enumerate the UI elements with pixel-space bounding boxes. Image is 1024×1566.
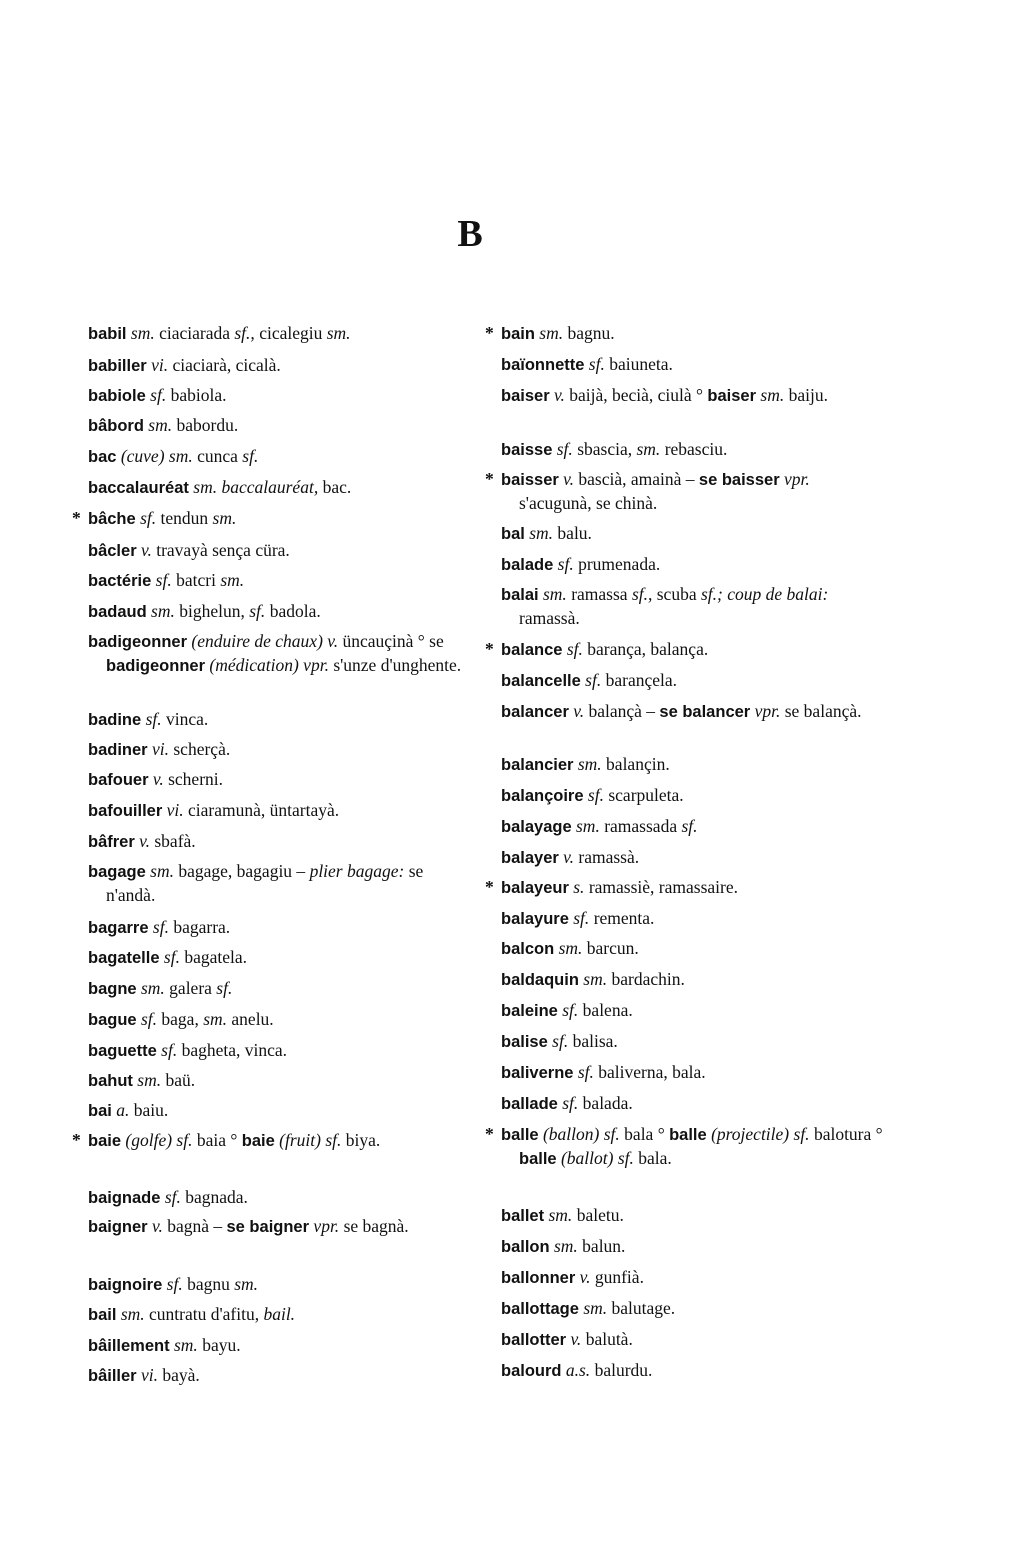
headword: bâillement (88, 1337, 170, 1355)
translation-text: scherçà. (169, 739, 231, 759)
headword: balancier (501, 756, 574, 774)
headword: baïonnette (501, 356, 585, 374)
headword: ballade (501, 1095, 558, 1113)
grammar-label: sm. (151, 601, 175, 621)
translation-text: balun. (577, 1236, 626, 1256)
headword: balade (501, 556, 554, 574)
dictionary-entry (501, 583, 886, 630)
translation-text: travayà sença cüra. (151, 540, 290, 560)
grammar-label: (ballot) sf. (560, 1148, 634, 1168)
translation-text: scherni. (163, 769, 224, 789)
dictionary-entry (88, 630, 473, 678)
headword: balançoire (501, 787, 584, 805)
grammar-label: vpr. (313, 1216, 340, 1236)
headword: balle (519, 1150, 557, 1168)
dictionary-entry (501, 384, 886, 408)
grammar-label: sf. (585, 670, 602, 690)
grammar-label: sf. (145, 709, 162, 729)
dictionary-entry (485, 468, 886, 515)
dictionary-entry (72, 507, 473, 531)
translation-text: ramassiè, ramassaire. (584, 877, 738, 897)
translation-text: cunca (192, 446, 243, 466)
translation-text: baü. (161, 1070, 196, 1090)
grammar-label: sf. (557, 554, 574, 574)
grammar-label: vi. (151, 739, 169, 759)
dictionary-entry (501, 1204, 886, 1228)
grammar-label: sm. (548, 1205, 573, 1225)
translation-text: ramassà. (519, 608, 580, 628)
translation-text: ciaciarà, cicalà. (168, 355, 281, 375)
headword: bâche (88, 510, 136, 528)
headword: se baisser (698, 471, 780, 489)
grammar-label: v. (563, 469, 575, 489)
headword: ballon (501, 1238, 550, 1256)
headword: baccalauréat (88, 479, 189, 497)
headword: ballottage (501, 1300, 579, 1318)
grammar-label: vpr. (754, 701, 781, 721)
grammar-label: bail. (263, 1304, 296, 1324)
headword: balayer (501, 849, 559, 867)
translation-text: prumenada. (573, 554, 661, 574)
headword: baigner (88, 1218, 148, 1236)
dictionary-entry (501, 438, 886, 462)
asterisk-marker: * (72, 508, 81, 528)
headword: balcon (501, 940, 555, 958)
asterisk-marker: * (485, 1124, 494, 1144)
dictionary-entry (501, 1092, 886, 1116)
dictionary-entry (501, 937, 886, 961)
dictionary-entry (501, 353, 886, 377)
grammar-label: sf. (140, 508, 157, 528)
grammar-label: sf. (140, 1009, 158, 1029)
headword: baiser (707, 387, 757, 405)
translation-text: balena. (578, 1000, 633, 1020)
grammar-label: vi. (140, 1365, 158, 1385)
translation-text: bala ° (619, 1124, 670, 1144)
page-letter-heading: B (457, 213, 483, 255)
headword: bactérie (88, 572, 152, 590)
grammar-label: (médication) vpr. (209, 655, 329, 675)
grammar-label: vpr. (784, 469, 810, 489)
translation-text: balançà – (584, 701, 660, 721)
grammar-label: v. (554, 385, 565, 405)
translation-text: balançin. (601, 754, 670, 774)
grammar-label: v. (152, 769, 164, 789)
translation-text: ramassa (566, 584, 632, 604)
translation-text: badola. (265, 601, 321, 621)
headword: baignade (88, 1189, 161, 1207)
grammar-label: sf. (166, 1274, 183, 1294)
grammar-label: v. (139, 831, 150, 851)
translation-text: bagnada. (180, 1187, 248, 1207)
dictionary-entry (501, 907, 886, 931)
grammar-label: sm. (539, 323, 564, 343)
grammar-label: v. (573, 701, 585, 721)
grammar-label: sf. (681, 816, 698, 836)
headword: badigeonner (88, 633, 188, 651)
translation-text: balotura ° (809, 1124, 883, 1144)
grammar-label: (golfe) sf. (125, 1130, 193, 1150)
dictionary-entry (501, 815, 886, 839)
translation-text: bayu. (197, 1335, 241, 1355)
grammar-label: sf. (216, 978, 233, 998)
grammar-label: (enduire de chaux) v. (191, 631, 339, 651)
grammar-label: sm. (120, 1304, 145, 1324)
translation-text: batcri (171, 570, 221, 590)
headword: babiole (88, 387, 146, 405)
grammar-label: sm. (220, 570, 245, 590)
headword: balayeur (501, 879, 569, 897)
headword: baguette (88, 1042, 157, 1060)
headword: bâfrer (88, 833, 135, 851)
grammar-label: sm. (553, 1236, 578, 1256)
translation-text: barançela. (601, 670, 678, 690)
headword: se baigner (226, 1218, 310, 1236)
headword: balancelle (501, 672, 581, 690)
translation-text: bagatela. (179, 947, 248, 967)
headword: balise (501, 1033, 548, 1051)
grammar-label: vi. (151, 355, 169, 375)
translation-text: cuntratu d'afitu, (144, 1304, 264, 1324)
grammar-label: sf. (242, 446, 259, 466)
translation-text: baletu. (572, 1205, 624, 1225)
headword: baliverne (501, 1064, 574, 1082)
translation-text: balisa. (568, 1031, 618, 1051)
dictionary-entry (88, 600, 473, 624)
headword: bagatelle (88, 949, 160, 967)
dictionary-entry (88, 476, 473, 500)
grammar-label: v. (579, 1267, 591, 1287)
translation-text: balutage. (607, 1298, 676, 1318)
grammar-label: sm. (234, 1274, 259, 1294)
dictionary-entry (501, 522, 886, 546)
translation-text: sbascia, (572, 439, 637, 459)
grammar-label: sm. (542, 584, 567, 604)
headword: baie (88, 1132, 122, 1150)
grammar-label: sf. (164, 1187, 181, 1207)
grammar-label: sf.; coup de balai: (700, 584, 829, 604)
dictionary-entry (501, 968, 886, 992)
grammar-label: sm. (558, 938, 583, 958)
dictionary-entry (501, 753, 886, 777)
translation-text: barança, balança. (582, 639, 709, 659)
headword: badigeonner (106, 657, 206, 675)
dictionary-entry (485, 638, 886, 662)
translation-text: rebasciu. (660, 439, 728, 459)
headword: baie (241, 1132, 275, 1150)
headword: bahut (88, 1072, 133, 1090)
headword: badaud (88, 603, 147, 621)
grammar-label: sf. (577, 1062, 594, 1082)
grammar-label: sf., (631, 584, 653, 604)
asterisk-marker: * (485, 469, 494, 489)
grammar-label: v. (563, 847, 575, 867)
grammar-label: sm. (148, 415, 173, 435)
grammar-label: sm. (326, 323, 351, 343)
dictionary-entry (88, 977, 473, 1001)
grammar-label: sf. (573, 908, 590, 928)
headword: baignoire (88, 1276, 163, 1294)
grammar-label: sf. (556, 439, 573, 459)
grammar-label: (fruit) sf. (279, 1130, 342, 1150)
dictionary-entry (485, 1123, 886, 1171)
translation-text: bagheta, vinca. (177, 1040, 288, 1060)
dictionary-entry (88, 354, 473, 378)
dictionary-entry (88, 539, 473, 563)
headword: balance (501, 641, 563, 659)
dictionary-entry (88, 768, 473, 792)
dictionary-entry (501, 1359, 886, 1383)
grammar-label: (ballon) sf. (542, 1124, 620, 1144)
translation-text: baliverna, bala. (593, 1062, 706, 1082)
translation-text: baiju. (784, 385, 828, 405)
dictionary-entry (501, 1328, 886, 1352)
grammar-label: sf. (161, 1040, 178, 1060)
dictionary-entry (501, 1235, 886, 1259)
headword: balle (501, 1126, 539, 1144)
translation-text: balu. (553, 523, 592, 543)
headword: badine (88, 711, 142, 729)
translation-text: gunfià. (590, 1267, 644, 1287)
dictionary-entry (88, 414, 473, 438)
grammar-label: sm. (130, 323, 155, 343)
headword: bagarre (88, 919, 149, 937)
translation-text: bagnu. (563, 323, 615, 343)
grammar-label: sf. (155, 570, 172, 590)
grammar-label: sf. (566, 639, 583, 659)
dictionary-entry (88, 322, 473, 346)
headword: baisser (501, 471, 559, 489)
grammar-label: v. (570, 1329, 582, 1349)
grammar-label: sm. (636, 439, 661, 459)
dictionary-entry (88, 946, 473, 970)
translation-text: bagnà – (162, 1216, 227, 1236)
dictionary-entry (88, 916, 473, 940)
headword: ballonner (501, 1269, 576, 1287)
dictionary-entry (501, 669, 886, 693)
dictionary-entry (88, 1008, 473, 1032)
dictionary-entry (485, 322, 886, 346)
grammar-label: sm. baccalauréat, (193, 477, 319, 497)
grammar-label: sm. (583, 1298, 608, 1318)
headword: balle (669, 1126, 707, 1144)
translation-text: rementa. (589, 908, 655, 928)
dictionary-entry (485, 876, 886, 900)
dictionary-entry (88, 1099, 473, 1123)
dictionary-entry (501, 1266, 886, 1290)
translation-text: se n'andà. (106, 861, 424, 905)
headword: balayage (501, 818, 572, 836)
dictionary-entry (88, 1039, 473, 1063)
grammar-label: sf. (249, 601, 266, 621)
asterisk-marker: * (485, 323, 494, 343)
headword: bain (501, 325, 535, 343)
grammar-label: sf. (150, 385, 167, 405)
translation-text: balutà. (581, 1329, 633, 1349)
grammar-label: sf. (152, 917, 169, 937)
translation-text: s'acugunà, se chinà. (519, 493, 658, 513)
translation-text: s'unze d'unghente. (328, 655, 462, 675)
grammar-label: sm. (137, 1070, 162, 1090)
headword: bafouiller (88, 802, 163, 820)
dictionary-entry (501, 999, 886, 1023)
translation-text: vinca. (161, 709, 209, 729)
headword: baldaquin (501, 971, 579, 989)
grammar-label: sm. (576, 816, 600, 836)
translation-text: babordu. (172, 415, 239, 435)
headword: bac (88, 448, 117, 466)
headword: ballotter (501, 1331, 567, 1349)
asterisk-marker: * (485, 877, 494, 897)
grammar-label: sm. (140, 978, 165, 998)
translation-text: scarpuleta. (603, 785, 684, 805)
grammar-label: sm. (173, 1335, 198, 1355)
headword: bâiller (88, 1367, 137, 1385)
translation-text: scuba (652, 584, 701, 604)
headword: balourd (501, 1362, 562, 1380)
translation-text: ramassada (599, 816, 682, 836)
grammar-label: v. (141, 540, 152, 560)
headword: ballet (501, 1207, 545, 1225)
dictionary-entry (88, 1303, 473, 1327)
headword: balai (501, 586, 539, 604)
translation-text: bighelun, (174, 601, 250, 621)
grammar-label: sf. (562, 1093, 579, 1113)
headword: bai (88, 1102, 112, 1120)
grammar-label: sm. (203, 1009, 228, 1029)
grammar-label: sm. (760, 385, 785, 405)
headword: bagage (88, 863, 146, 881)
translation-text: bagnu (182, 1274, 235, 1294)
translation-text: ciaciarada (154, 323, 235, 343)
dictionary-entry (88, 1273, 473, 1297)
grammar-label: sf. (587, 785, 604, 805)
dictionary-entry (501, 1030, 886, 1054)
translation-text: barcun. (582, 938, 639, 958)
translation-text: cicalegiu (254, 323, 327, 343)
dictionary-entry (88, 384, 473, 408)
translation-text: tendun (156, 508, 213, 528)
dictionary-entry (501, 784, 886, 808)
translation-text: bayà. (158, 1365, 200, 1385)
translation-text: baiu. (129, 1100, 169, 1120)
dictionary-entry (501, 846, 886, 870)
dictionary-entry (88, 738, 473, 762)
grammar-label: a.s. (565, 1360, 591, 1380)
headword: bal (501, 525, 525, 543)
asterisk-marker: * (485, 639, 494, 659)
headword: se balancer (659, 703, 751, 721)
dictionary-entry (88, 1069, 473, 1093)
grammar-label: vi. (166, 800, 184, 820)
asterisk-marker: * (72, 1130, 81, 1150)
dictionary-entry (88, 708, 473, 732)
grammar-label: sm. (577, 754, 602, 774)
dictionary-entry (88, 445, 473, 469)
translation-text: galera (164, 978, 217, 998)
dictionary-entry (88, 1334, 473, 1358)
dictionary-entry (88, 1186, 473, 1210)
grammar-label: v. (151, 1216, 163, 1236)
grammar-label: sm. (212, 508, 237, 528)
headword: baisse (501, 441, 553, 459)
dictionary-entry (88, 1364, 473, 1388)
grammar-label: sf. (588, 354, 605, 374)
headword: bafouer (88, 771, 149, 789)
translation-text: babiola. (166, 385, 227, 405)
grammar-label: sm. (583, 969, 608, 989)
translation-text: bagage, bagagiu – (173, 861, 310, 881)
headword: badiner (88, 741, 148, 759)
translation-text: ciaramunà, üntartayà. (183, 800, 340, 820)
headword: bâcler (88, 542, 137, 560)
headword: babil (88, 325, 127, 343)
headword: baleine (501, 1002, 558, 1020)
grammar-label: sf. (552, 1031, 569, 1051)
dictionary-entry (501, 553, 886, 577)
headword: balancer (501, 703, 569, 721)
grammar-label: sf. (562, 1000, 579, 1020)
translation-text: sbafà. (150, 831, 196, 851)
dictionary-entry (501, 1061, 886, 1085)
translation-text: bagarra. (168, 917, 231, 937)
grammar-label: (projectile) sf. (711, 1124, 810, 1144)
translation-text: se bagnà. (339, 1216, 409, 1236)
dictionary-entry (88, 799, 473, 823)
translation-text: baia ° (192, 1130, 242, 1150)
translation-text: se balançà. (780, 701, 862, 721)
translation-text: baijà, becià, ciulà ° (564, 385, 708, 405)
translation-text: biya. (341, 1130, 381, 1150)
translation-text: bac. (318, 477, 352, 497)
headword: babiller (88, 357, 147, 375)
translation-text: bala. (633, 1148, 672, 1168)
dictionary-entry (72, 1129, 473, 1153)
translation-text: bardachin. (607, 969, 685, 989)
translation-text: balurdu. (590, 1360, 653, 1380)
grammar-label: plier bagage: (309, 861, 405, 881)
headword: bague (88, 1011, 137, 1029)
headword: bagne (88, 980, 137, 998)
grammar-label: s. (573, 877, 585, 897)
headword: bail (88, 1306, 117, 1324)
translation-text: baga, (157, 1009, 204, 1029)
translation-text: balada. (578, 1093, 633, 1113)
grammar-label: sf. (163, 947, 180, 967)
grammar-label: a. (116, 1100, 130, 1120)
dictionary-entry (88, 860, 473, 907)
grammar-label: sf., (234, 323, 255, 343)
headword: balayure (501, 910, 569, 928)
grammar-label: (cuve) sm. (120, 446, 193, 466)
translation-text: anelu. (227, 1009, 274, 1029)
dictionary-entry (88, 1215, 473, 1239)
grammar-label: sm. (529, 523, 554, 543)
dictionary-entry (501, 700, 886, 724)
translation-text: baiuneta. (604, 354, 673, 374)
headword: bâbord (88, 417, 144, 435)
grammar-label: sm. (150, 861, 174, 881)
dictionary-entry (88, 569, 473, 593)
headword: baiser (501, 387, 550, 405)
dictionary-entry (88, 830, 473, 854)
translation-text: üncauçinà ° se (338, 631, 444, 651)
translation-text: bascià, amainà – (574, 469, 699, 489)
translation-text: ramassà. (574, 847, 640, 867)
dictionary-entry (501, 1297, 886, 1321)
